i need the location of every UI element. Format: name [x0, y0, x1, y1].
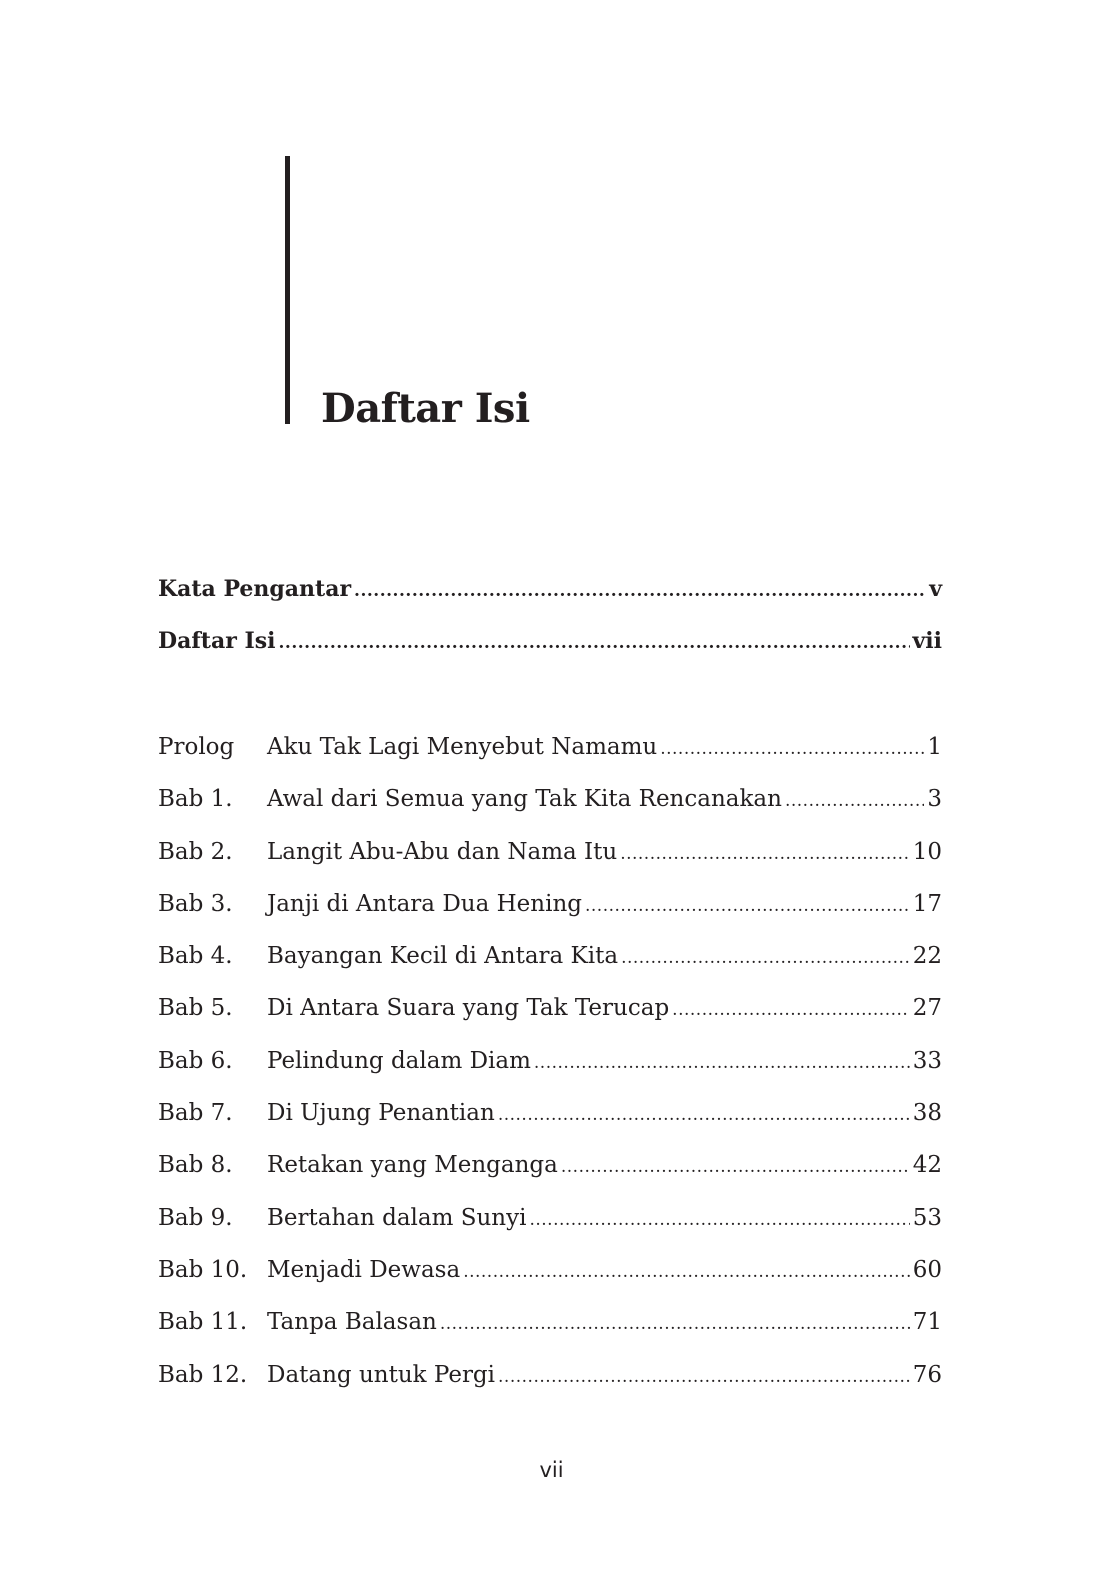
toc-entry-chapter[interactable] [158, 1244, 942, 1296]
toc-dot-leader [529, 1194, 909, 1246]
toc-entry-title: Awal dari Semua yang Tak Kita Rencanakan [267, 786, 782, 813]
toc-dot-leader [354, 565, 926, 617]
toc-entry-label: Bab 3. [158, 890, 233, 917]
page-title: Daftar Isi [321, 385, 530, 432]
toc-entry-title: Di Ujung Penantian [267, 1100, 495, 1127]
toc-entry-page: 60 [912, 1256, 942, 1283]
toc-entry-title: Tanpa Balasan [267, 1309, 437, 1336]
toc-dot-leader [498, 1089, 910, 1141]
toc-entry-page: 71 [912, 1309, 942, 1336]
toc-entry-title: Kata Pengantar [158, 576, 352, 602]
toc-entry-chapter[interactable] [158, 1192, 942, 1244]
toc-entry-page: 38 [912, 1100, 942, 1127]
toc-dot-leader [279, 617, 910, 669]
toc-entry-chapter[interactable] [158, 982, 942, 1034]
toc-entry-label: Bab 10. [158, 1256, 248, 1283]
toc-entry-page: 33 [912, 1047, 942, 1074]
toc-entry-chapter[interactable] [158, 1087, 942, 1139]
toc-dot-leader [660, 723, 924, 775]
toc-dot-leader [534, 1037, 910, 1089]
toc-entry-title: Datang untuk Pergi [267, 1361, 496, 1388]
toc-entry-page: v [929, 576, 942, 602]
toc-dot-leader [785, 775, 924, 827]
toc-entry-chapter[interactable] [158, 878, 942, 930]
toc-entry-label: Bab 5. [158, 995, 233, 1022]
toc-entry-page: 1 [927, 734, 942, 760]
toc-entry-page: 22 [912, 943, 942, 970]
toc-entry-front[interactable] [158, 615, 942, 667]
toc-dot-leader [585, 880, 910, 932]
toc-entry-title: Retakan yang Menganga [267, 1152, 558, 1179]
toc-entry-title: Menjadi Dewasa [267, 1256, 461, 1283]
toc-entry-label: Bab 8. [158, 1152, 233, 1179]
toc-dot-leader [621, 932, 910, 984]
toc-dot-leader [620, 828, 910, 880]
toc-dot-leader [440, 1298, 910, 1350]
toc-entry-page: 10 [912, 838, 942, 865]
toc-entry-title: Bayangan Kecil di Antara Kita [267, 943, 619, 970]
toc-entry-chapter[interactable] [158, 773, 942, 825]
title-vertical-rule [285, 156, 290, 424]
toc-entry-title: Janji di Antara Dua Hening [267, 890, 582, 917]
toc-entry-label: Bab 12. [158, 1361, 248, 1388]
toc-entry-chapter[interactable] [158, 826, 942, 878]
toc-entry-title: Daftar Isi [158, 628, 276, 655]
toc-entry-chapter[interactable] [158, 721, 942, 773]
toc-entry-page: vii [912, 628, 942, 655]
toc-entry-front[interactable] [158, 563, 942, 615]
toc-entry-label: Bab 1. [158, 786, 233, 813]
toc-dot-leader [463, 1246, 910, 1298]
toc-entry-label: Bab 6. [158, 1047, 233, 1074]
toc-entry-label: Bab 11. [158, 1309, 248, 1336]
toc-entry-label: Bab 9. [158, 1204, 233, 1231]
toc-entry-page: 3 [927, 786, 942, 813]
toc-entry-chapter[interactable] [158, 1035, 942, 1087]
toc-entry-page: 42 [912, 1152, 942, 1179]
toc-entry-title: Langit Abu-Abu dan Nama Itu [267, 838, 618, 865]
toc-entry-chapter[interactable] [158, 1139, 942, 1191]
toc-entry-label: Bab 2. [158, 838, 233, 865]
toc-dot-leader [561, 1141, 910, 1193]
toc-entry-title: Di Antara Suara yang Tak Terucap [267, 995, 670, 1022]
toc-entry-title: Bertahan dalam Sunyi [267, 1204, 527, 1231]
toc-entry-page: 76 [912, 1361, 942, 1388]
toc-front-matter [158, 563, 942, 668]
toc-entry-page: 53 [912, 1204, 942, 1231]
toc-entry-title: Aku Tak Lagi Menyebut Namamu [267, 734, 658, 760]
toc-entry-label: Bab 4. [158, 943, 233, 970]
toc-dot-leader [672, 984, 910, 1036]
toc-entry-chapter[interactable] [158, 930, 942, 982]
toc-chapters [158, 721, 942, 1401]
toc-entry-chapter[interactable] [158, 1296, 942, 1348]
page-number: vii [539, 1458, 564, 1482]
toc-entry-page: 27 [912, 995, 942, 1022]
toc-dot-leader [498, 1351, 910, 1403]
toc-entry-title: Pelindung dalam Diam [267, 1047, 531, 1074]
toc-entry-chapter[interactable] [158, 1349, 942, 1401]
toc-entry-page: 17 [912, 890, 942, 917]
toc-entry-label: Prolog [158, 734, 235, 760]
toc-entry-label: Bab 7. [158, 1100, 233, 1127]
